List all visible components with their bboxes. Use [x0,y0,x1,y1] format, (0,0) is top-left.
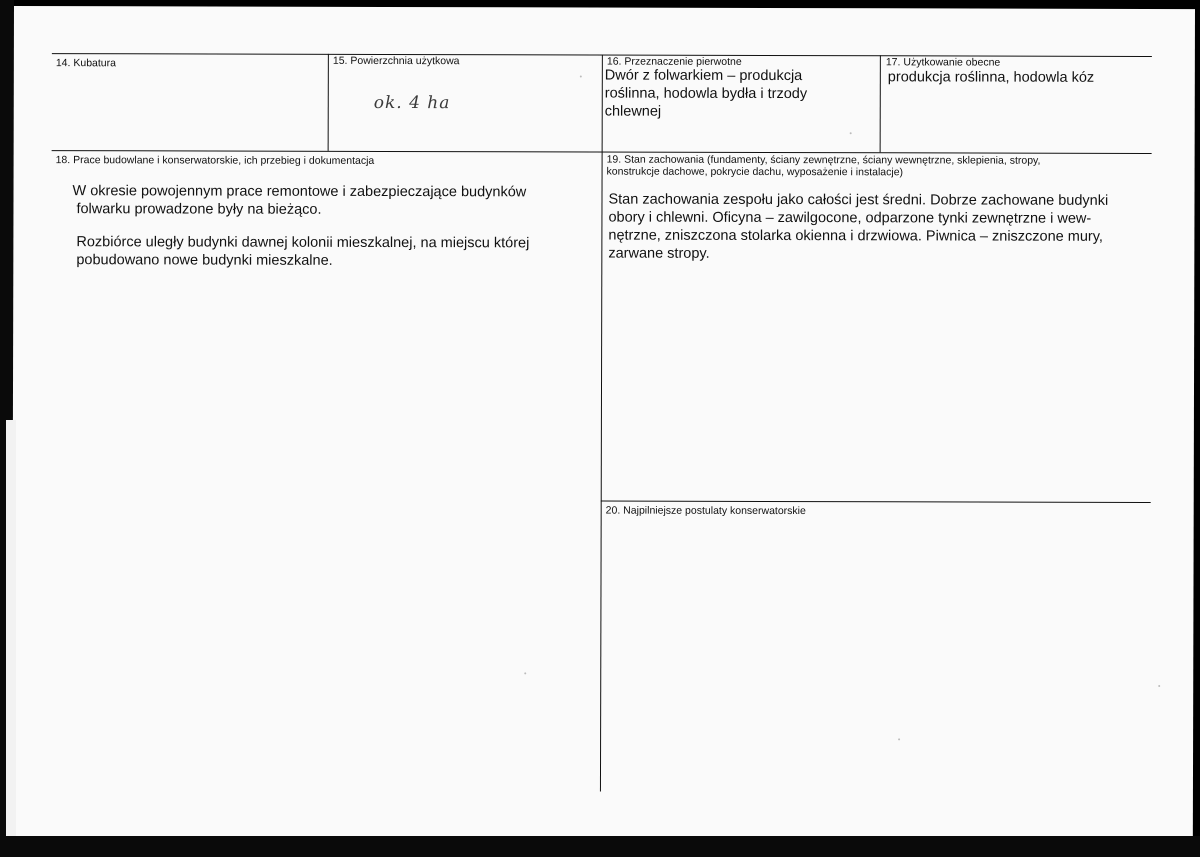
field-19-value-line-1: Stan zachowania zespołu jako całości jest średni. Dobrze zachowane budynki [608,191,1109,209]
field-15-handwritten-value: ok. 4 ha [373,92,451,114]
field-18-para1-line-2: folwarku prowadzone były na bieżąco. [76,201,322,218]
scan-speck [524,672,526,674]
field-16-label: 16. Przeznaczenie pierwotne [606,55,742,68]
field-18-para2-line-1: Rozbiórce uległy budynki dawnej kolonii mieszkalnej, na miejscu której [76,234,530,252]
field-16-value-line-3: chlewnej [604,103,662,120]
field-16-value-line-1: Dwór z folwarkiem – produkcja [604,67,803,85]
divider-14-15 [328,54,329,151]
field-19-label-line-2: konstrukcje dachowe, pokrycie dachu, wyposażenie i instalacje) [606,165,904,179]
rule-f20 [601,501,1151,503]
field-16-value-line-2: roślinna, hodowla bydła i trzody [604,85,808,103]
field-18-para2-line-2: pobudowano nowe budynki mieszkalne. [76,252,333,269]
scan-speck [580,75,582,77]
scan-speck [1158,685,1160,687]
scan-speck [898,738,900,740]
field-15-label: 15. Powierzchnia użytkowa [332,54,460,68]
field-14-label: 14. Kubatura [55,57,117,70]
scan-page-edge [6,420,16,840]
field-17-value: produkcja roślinna, hodowla kóz [887,69,1095,86]
field-17-label: 17. Użytkowanie obecne [885,56,1001,69]
field-19-label-line-1: 19. Stan zachowania (fundamenty, ściany zewnętrzne, ściany wewnętrzne, sklepienia, stropy, [606,153,1041,167]
field-20-label: 20. Najpilniejsze postulaty konserwatorskie [605,504,806,518]
field-18-para1-line-1: W okresie powojennym prace remontowe i zabezpieczające budynków [72,183,527,201]
field-19-value-line-3: nętrzne, zniszczona stolarka okienna i drzwiowa. Piwnica – zniszczone mury, [608,227,1103,245]
scan-border-bottom [0,836,1200,857]
form-paper [12,6,1195,842]
divider-15-16 [600,55,603,792]
divider-16-17 [880,55,881,152]
scan-speck [850,132,852,134]
field-19-value-line-2: obory i chlewni. Oficyna – zawilgocone, odparzone tynki zewnętrzne i wew- [608,209,1092,227]
field-18-label: 18. Prace budowlane i konserwatorskie, ich przebieg i dokumentacja [55,154,375,167]
field-19-value-line-4: zarwane stropy. [608,245,710,262]
